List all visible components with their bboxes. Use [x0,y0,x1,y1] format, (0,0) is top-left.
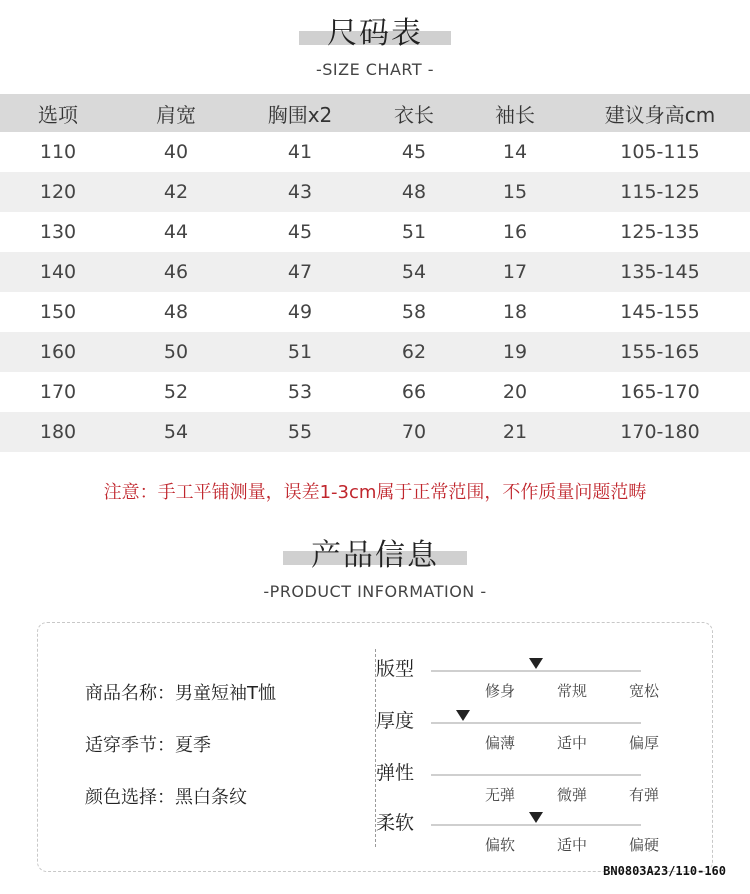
product-info-title: 产品信息 [311,538,439,573]
table-cell: 165-170 [620,381,700,403]
attribute-label: 柔软 [376,812,415,834]
table-row [0,332,750,372]
product-color: 颜色选择：黑白条纹 [85,787,247,808]
table-cell: 43 [287,181,313,203]
table-cell: 120 [39,181,77,203]
attribute-option: 偏薄 [484,734,515,752]
table-header-row [0,94,750,132]
table-cell: 140 [39,261,77,283]
table-cell: 51 [287,341,313,363]
table-cell: 20 [502,381,528,403]
measurement-notice: 注意：手工平铺测量，误差1-3cm属于正常范围，不作质量问题范畴 [103,482,647,503]
table-cell: 45 [401,141,427,163]
table-cell: 16 [502,221,528,243]
table-cell: 52 [163,381,189,403]
table-cell: 62 [401,341,427,363]
table-cell: 66 [401,381,427,403]
attribute-label: 厚度 [376,710,415,732]
table-cell: 160 [39,341,77,363]
table-cell: 130 [39,221,77,243]
attribute-option: 有弹 [628,786,659,804]
table-cell: 145-155 [620,301,700,323]
attribute-option: 适中 [556,836,587,854]
attribute-label: 弹性 [376,762,415,784]
table-row [0,172,750,212]
table-cell: 15 [502,181,528,203]
table-cell: 53 [287,381,313,403]
attribute-track [431,722,641,724]
column-header: 选项 [38,102,78,127]
size-chart-title: 尺码表 [327,16,423,51]
attribute-scale [376,758,666,808]
table-cell: 49 [287,301,313,323]
table-cell: 150 [39,301,77,323]
table-row [0,132,750,172]
attribute-scale [376,654,666,704]
attribute-label: 版型 [376,658,415,680]
size-chart-heading [0,8,750,79]
column-header: 袖长 [495,102,535,127]
table-cell: 58 [401,301,427,323]
table-cell: 105-115 [620,141,700,163]
table-cell: 170-180 [620,421,700,443]
table-cell: 51 [401,221,427,243]
column-header: 胸围x2 [267,102,333,127]
column-header: 建议身高cm [604,102,716,127]
attribute-track [431,824,641,826]
attribute-option: 宽松 [628,682,659,700]
table-cell: 46 [163,261,189,283]
table-cell: 17 [502,261,528,283]
table-cell: 155-165 [620,341,700,363]
table-cell: 47 [287,261,313,283]
table-cell: 115-125 [620,181,700,203]
table-cell: 21 [502,421,528,443]
attribute-option: 偏软 [484,836,515,854]
product-season: 适穿季节：夏季 [85,735,211,756]
size-table [0,94,750,452]
table-body [0,132,750,452]
attribute-option: 偏厚 [628,734,659,752]
table-cell: 170 [39,381,77,403]
attribute-option: 适中 [556,734,587,752]
product-code: BN0803A23/110-160 [603,864,726,878]
selection-marker-icon [529,812,543,823]
size-chart-subtitle: -SIZE CHART - [315,60,435,79]
table-cell: 44 [163,221,189,243]
table-cell: 14 [502,141,528,163]
table-cell: 41 [287,141,313,163]
product-name: 商品名称：男童短袖T恤 [85,683,276,704]
column-header: 肩宽 [156,102,196,127]
table-cell: 70 [401,421,427,443]
attribute-scale [376,808,666,858]
table-cell: 19 [502,341,528,363]
attribute-option: 微弹 [556,786,587,804]
table-cell: 125-135 [620,221,700,243]
table-cell: 55 [287,421,313,443]
table-cell: 40 [163,141,189,163]
product-info-subtitle: -PRODUCT INFORMATION - [263,582,487,601]
table-cell: 45 [287,221,313,243]
selection-marker-icon [529,658,543,669]
table-cell: 180 [39,421,77,443]
table-row [0,252,750,292]
table-row [0,372,750,412]
table-cell: 48 [163,301,189,323]
attribute-option: 无弹 [484,786,515,804]
attribute-scale [376,706,666,756]
table-cell: 135-145 [620,261,700,283]
table-cell: 18 [502,301,528,323]
attribute-option: 修身 [484,682,515,700]
selection-marker-icon [456,710,470,721]
table-cell: 54 [401,261,427,283]
table-cell: 50 [163,341,189,363]
table-row [0,292,750,332]
table-row [0,412,750,452]
product-details [85,681,276,837]
attribute-track [431,774,641,776]
table-cell: 54 [163,421,189,443]
column-header: 衣长 [394,102,434,127]
attribute-option: 偏硬 [628,836,659,854]
table-cell: 110 [39,141,77,163]
table-cell: 42 [163,181,189,203]
product-info-heading [0,530,750,601]
attribute-option: 常规 [556,682,587,700]
table-cell: 48 [401,181,427,203]
attribute-track [431,670,641,672]
table-row [0,212,750,252]
